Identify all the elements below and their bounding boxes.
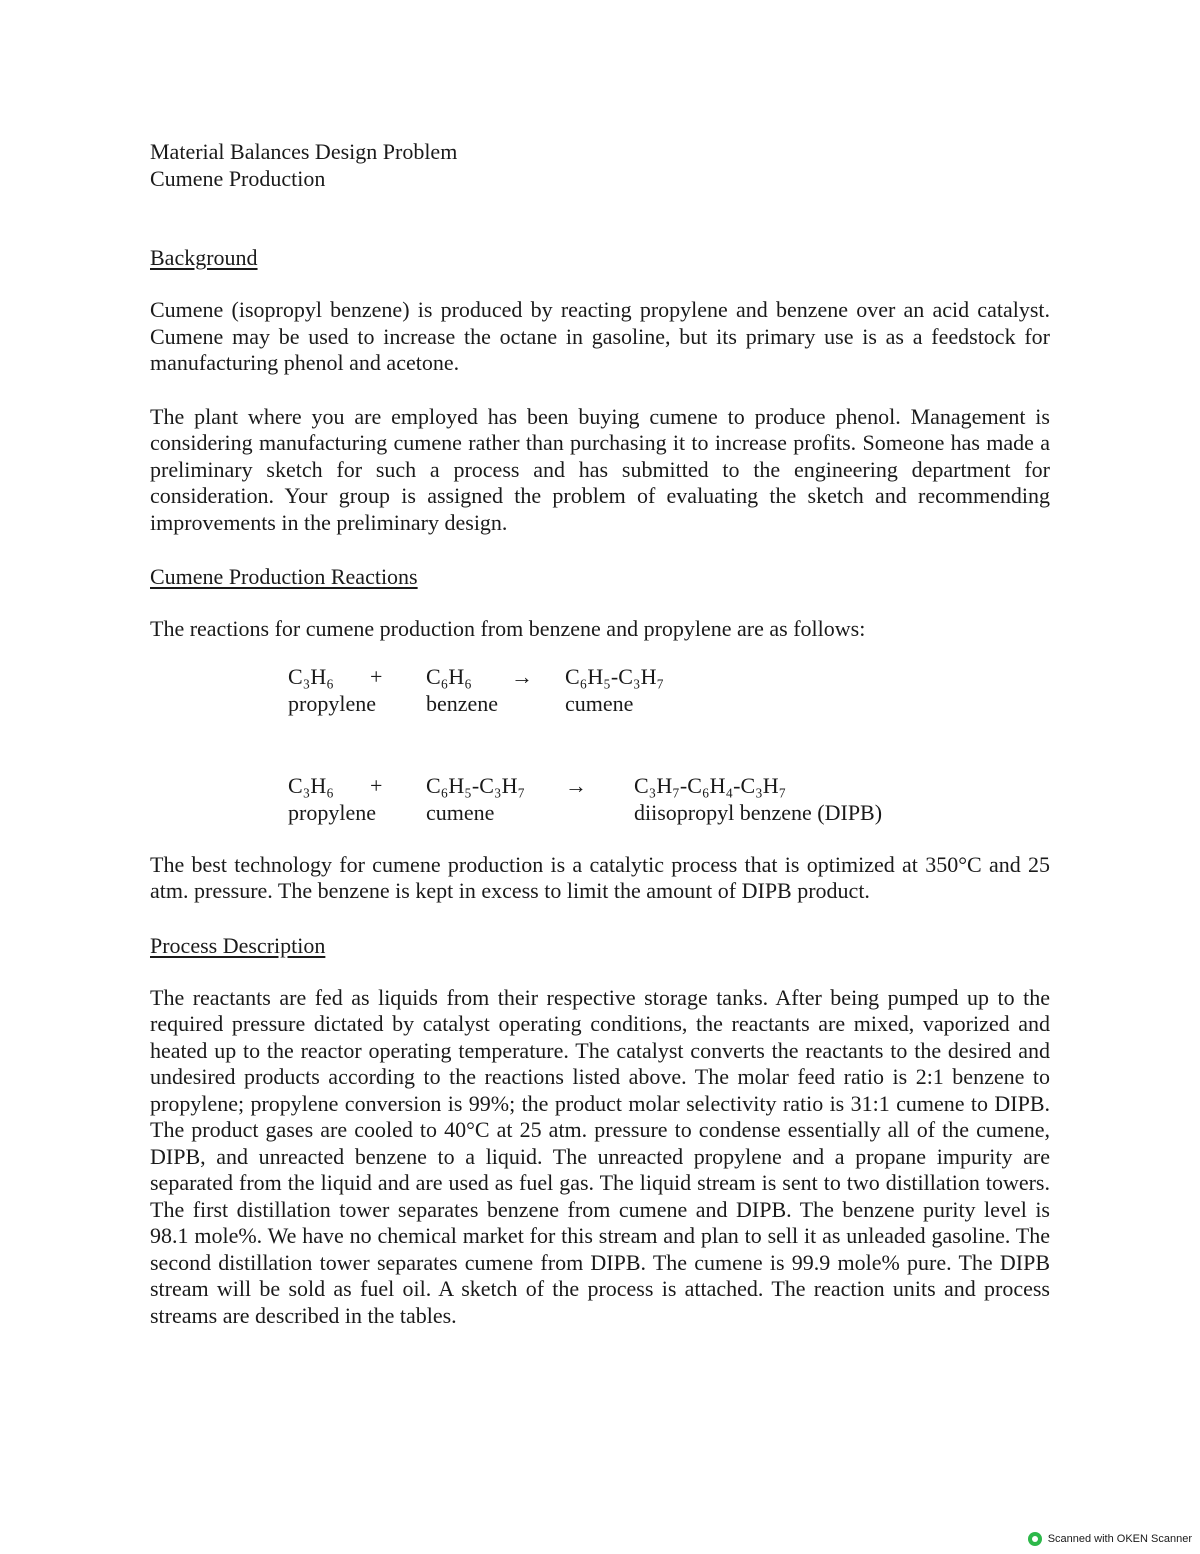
reaction-2-reactant-2-name: cumene <box>426 799 495 825</box>
background-paragraph-1: Cumene (isopropyl benzene) is produced by reacting propylene and benzene over an acid catalyst. Cumene may be used to increase the octane in gasoline, but its primary use is as a feedstock for manufacturing phenol and acetone. <box>150 297 1050 375</box>
reaction-1-reactant-1-name: propylene <box>288 690 376 716</box>
scanner-watermark-text: Scanned with OKEN Scanner <box>1047 1533 1192 1545</box>
process-heading: Process Description <box>150 932 326 958</box>
reaction-2-arrow: → <box>565 772 587 798</box>
reaction-2-product: C₃H₇-C₆H₄-C₃H₇ <box>634 772 787 798</box>
reaction-2-reactant-1-name: propylene <box>288 799 376 825</box>
reaction-1-product: C₆H₅-C₃H₇ <box>565 663 665 689</box>
background-heading: Background <box>150 245 258 270</box>
reaction-1-product-name: cumene <box>565 690 634 716</box>
reaction-1-reactant-1: C₃H₆ <box>288 663 334 689</box>
document-subtitle: Cumene Production <box>150 166 326 191</box>
reaction-2-product-name: diisopropyl benzene (DIPB) <box>634 799 883 825</box>
scanner-watermark <box>1028 1532 1192 1546</box>
reactions-closing: The best technology for cumene production is a catalytic process that is optimized at 350°C and 25 atm. pressure. The benzene is kept in excess to limit the amount of DIPB product. <box>150 851 1050 903</box>
reaction-2-reactant-1: C₃H₆ <box>288 772 334 798</box>
reaction-1-arrow: → <box>511 663 533 689</box>
document-page <box>150 138 1050 1329</box>
reaction-1-reactant-2-name: benzene <box>426 690 499 716</box>
reaction-1-reactant-2: C₆H₆ <box>426 663 472 689</box>
reactions-intro: The reactions for cumene production from benzene and propylene are as follows: <box>150 616 866 641</box>
reaction-2-plus: + <box>370 772 383 798</box>
document-title: Material Balances Design Problem <box>150 139 458 164</box>
scanner-logo-icon <box>1028 1532 1042 1546</box>
reactions-heading: Cumene Production Reactions <box>150 564 418 589</box>
process-paragraph: The reactants are fed as liquids from their respective storage tanks. After being pumped up to the required pressure dictated by catalyst operating conditions, the reactants are mixed, vaporized and heated up to the reactor operating temperature. The catalyst converts the reactants to the desired and undesired products according to the reactions listed above. The molar feed ratio is 2:1 benzene to propylene; propylene conversion is 99%; the product molar selectivity ratio is 31:1 cumene to DIPB. The product gases are cooled to 40°C at 25 atm. pressure to condense essentially all of the cumene, DIPB, and unreacted benzene to a liquid. The unreacted propylene and a propane impurity are separated from the liquid and are used as fuel gas. The liquid stream is sent to two distillation towers. The first distillation tower separates benzene from cumene and DIPB. The benzene purity level is 98.1 mole%. We have no chemical market for this stream and plan to sell it as unleaded gasoline. The second distillation tower separates cumene from DIPB. The cumene is 99.9 mole% pure. The DIPB stream will be sold as fuel oil. A sketch of the process is attached. The reaction units and process streams are described in the tables. <box>150 984 1050 1328</box>
background-paragraph-2: The plant where you are employed has been buying cumene to produce phenol. Management is considering manufacturing cumene rather than purchasing it to increase profits. Someone has made a preliminary sketch for such a process and has submitted to the engineering department for consideration. Your group is assigned the problem of evaluating the sketch and recommending improvements in the preliminary design. <box>150 403 1050 535</box>
reaction-1 <box>288 663 1050 719</box>
reaction-2-reactant-2: C₆H₅-C₃H₇ <box>426 772 526 798</box>
reaction-1-plus: + <box>370 663 383 689</box>
reaction-2 <box>288 772 1050 828</box>
